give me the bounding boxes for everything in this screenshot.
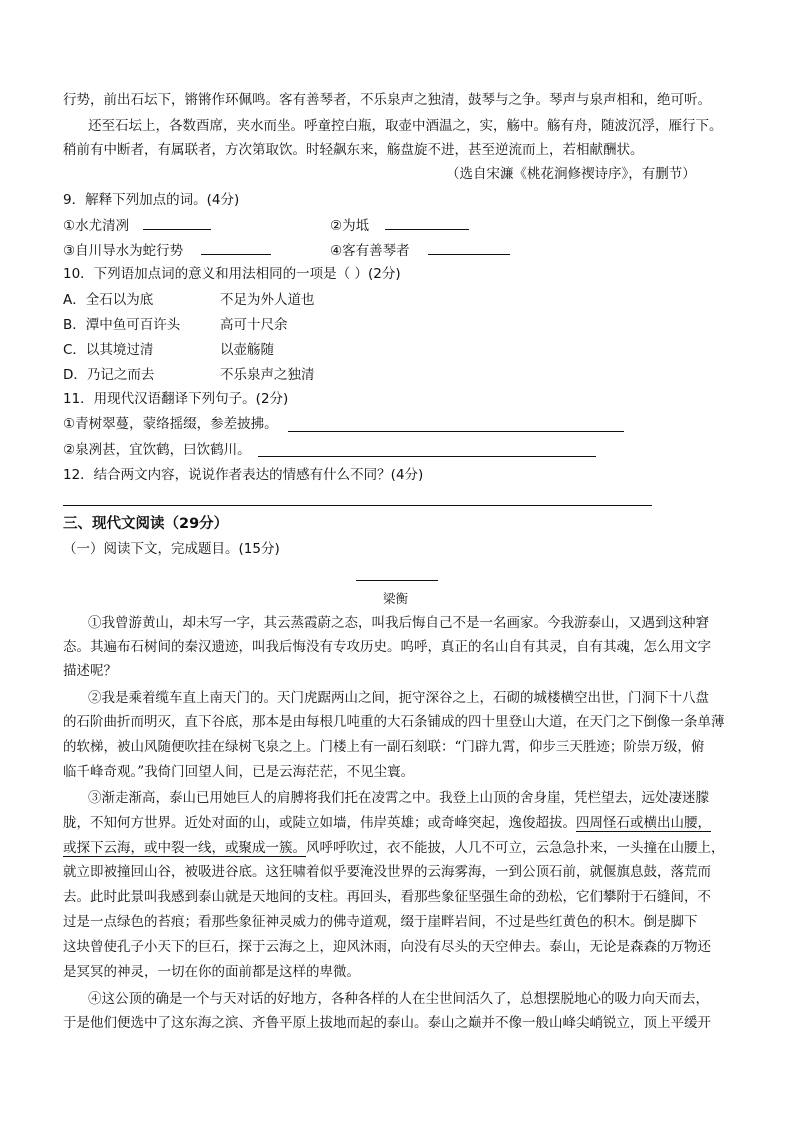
q9-item-3: ③自川导水为蛇行势 [63,240,271,261]
passage-p3-line: 是冥冥的神灵，一切在你的面前都是这样的卑微。 [63,964,360,980]
section-title: 三、现代文阅读（29分） [63,516,229,532]
q9-item-2: ②为坻 [330,215,469,236]
section-subtitle: （一）阅读下文，完成题目。(15分) [63,541,280,557]
q11-sentence-1: ①青树翠蔓，蒙络摇缀，参差披拂。 [63,416,278,432]
passage-p3-line: 或探下云海，或中裂一线，或聚成一簇。风呼呼吹过，衣不能披，人几不可立，云急急扑来，一头撞在山腰上， [63,840,725,856]
q12-stem: 12．结合两文内容，说说作者表达的情感有什么不同？(4分) [63,467,424,483]
passage-author: 梁衡 [383,591,409,606]
passage-p3-line: ③渐走渐高，泰山已用她巨人的肩膊将我们托在凌霄之中。我登上山顶的舍身崖，凭栏望去，远处凄迷朦 [88,790,709,806]
classical-source: （选自宋濂《桃花涧修禊诗序》，有删节） [446,166,696,182]
passage-p4-line: ④这公顶的确是一个与天对话的好地方，各种各样的人在尘世间活久了，总想摆脱地心的吸力向天而去， [88,991,709,1007]
passage-p3-line: 去。此时此景叫我感到泰山就是天地间的支柱。再回头，看那些象征坚强生命的劲松，它们攀附于石缝间，不 [63,889,711,905]
underlined-sentence: 四周怪石或横出山腰， [576,815,711,831]
classical-line-1: 行势，前出石坛下，锵锵作环佩鸣。客有善琴者，不乐泉声之独清，鼓琴与之争。琴声与泉声相和，绝可听。 [63,92,711,108]
classical-line-2: 还至石坛上，各数酉席，夹水而坐。呼童控白瓶，取壶中酒温之，实，觞中。觞有舟，随波沉浮，雁行下。 [88,118,723,134]
passage-p1-line: 描述呢？ [63,663,117,679]
passage-p2-line: 临千峰奇观。”我倚门回望人间，已是云海茫茫，不见尘寰。 [63,764,415,780]
q11-stem: 11．用现代汉语翻译下列句子。(2分) [63,391,289,407]
passage-p3-line: 胧，不知何方世界。近处对面的山，或陡立如墙，伟岸英雄；或奇峰突起，逸俊超拔。四周怪石或横出山腰， [63,815,711,831]
answer-line[interactable] [288,431,624,432]
answer-blank[interactable] [143,215,211,230]
q9-stem: 9．解释下列加点的词。(4分) [63,192,240,208]
title-blank-line[interactable] [356,580,438,581]
passage-p1-line: ①我曾游黄山，却未写一字，其云蒸霞蔚之态，叫我后悔自己不是一名画家。今我游泰山，又遇到这种窘 [88,615,709,631]
answer-line[interactable] [258,456,596,457]
answer-blank[interactable] [428,240,510,255]
q11-sentence-2: ②泉冽甚，宜饮鹤，曰饮鹤川。 [63,442,251,458]
passage-p4-line: 于是他们便选中了这东海之滨、齐鲁平原上拔地而起的泰山。泰山之巅并不像一般山峰尖峭锐立，顶上平缓开 [63,1015,711,1031]
q10-stem: 10．下列语加点词的意义和用法相同的一项是（ ）(2分) [63,266,401,282]
passage-p3-line: 就立即被撞回山谷，被吸进谷底。这狂啸着似乎要淹没世界的云海雾海，一到公顶石前，就偃旗息鼓，落荒而 [63,864,711,880]
passage-p2-line: ②我是乘着缆车直上南天门的。天门虎踞两山之间，扼守深谷之上，石砌的城楼横空出世，门洞下十八盘 [88,690,709,706]
passage-p3-line: 这块曾使孔子小天下的巨石，探于云海之上，迎风沐雨，向没有尽头的天空伸去。泰山，无论是森森的万物还 [63,939,711,955]
classical-line-3: 稍前有中断者，有属联者，方次第取饮。时轻飙东来，觞盘旋不进，甚至逆流而上，若相献酬状。 [63,142,644,158]
passage-p2-line: 的石阶曲折而明灭，直下谷底，那本是由每根几吨重的大石条铺成的四十里登山大道，在天门之下倒像一条单薄 [63,714,725,730]
answer-blank[interactable] [201,240,271,255]
q9-item-4: ④客有善琴者 [330,240,510,261]
exam-page: 行势，前出石坛下，锵锵作环佩鸣。客有善琴者，不乐泉声之独清，鼓琴与之争。琴声与泉声相和，绝可听。 还至石坛上，各数酉席，夹水而坐。呼童控白瓶，取壶中酒温之，实，觞中。觞有舟，随波沉浮，雁行下。 稍前有中断者，有属联者，方次第取饮。时轻飙东来，觞盘旋不进，甚至逆流而上，若相献酬状。 （选自宋濂《桃花涧修禊诗序》，有删节） 9．解释下列加点的词。(4分) ①水尤清冽 ②为坻 ③自川导水为蛇行势 ④客有善琴者 10．下列语加点词的意义和用法相同的一项是（ ）(2分) A．全石以为底 不足为外人道也 B．潭中鱼可百许头 高可十尺余 C．以其境过清 以壶觞随 D．乃记之而去 不乐泉声之独清 11．用现代汉语翻译下列句子。(2分) ①青树翠蔓，蒙络摇缀，参差披拂。 ②泉冽甚，宜饮鹤，曰饮鹤川。 12．结合两文内容，说说作者表达的情感有什么不同？(4分) 三、现代文阅读（29分） （一）阅读下文，完成题目。(15分) 梁衡 ①我曾游黄山，却未写一字，其云蒸霞蔚之态，叫我后悔自己不是一名画家。今我游泰山，又遇到这种窘 态。其遍布石树间的秦汉遗迹，叫我后悔没有专攻历史。呜呼，真正的名山自有其灵，自有其魂，怎么用文字 描述呢？ ②我是乘着缆车直上南天门的。天门虎踞两山之间，扼守深谷之上，石砌的城楼横空出世，门洞下十八盘 的石阶曲折而明灭，直下谷底，那本是由每根几吨重的大石条铺成的四十里登山大道，在天门之下倒像一条单薄 的软梯，被山风随便吹挂在绿树飞泉之上。门楼上有一副石刻联：“门辟九霄，仰步三天胜迹；阶崇万级，俯 临千峰奇观。”我倚门回望人间，已是云海茫茫，不见尘寰。 ③渐走渐高，泰山已用她巨人的肩膊将我们托在凌霄之中。我登上山顶的舍身崖，凭栏望去，远处凄迷朦 胧，不知何方世界。近处对面的山，或陡立如墙，伟岸英雄；或奇峰突起，逸俊超拔。四周怪石或横出山腰， 或探下云海，或中裂一线，或聚成一簇。风呼呼吹过，衣不能披，人几不可立，云急急扑来，一头撞在山腰上， 就立即被撞回山谷，被吸进谷底。这狂啸着似乎要淹没世界的云海雾海，一到公顶石前，就偃旗息鼓，落荒而 去。此时此景叫我感到泰山就是天地间的支柱。再回头，看那些象征坚强生命的劲松，它们攀附于石缝间，不 过是一点绿色的苔痕；看那些象征神灵威力的佛寺道观，缀于崖畔岩间，不过是些红黄色的积木。倒是脚下 这块曾使孔子小天下的巨石，探于云海之上，迎风沐雨，向没有尽头的天空伸去。泰山，无论是森森的万物还 是冥冥的神灵，一切在你的面前都是这样的卑微。 ④这公顶的确是一个与天对话的好地方，各种各样的人在尘世间活久了，总想摆脱地心的吸力向天而去， 于是他们便选中了这东海之滨、齐鲁平原上拔地而起的泰山。泰山之巅并不像一般山峰尖峭锐立，顶上平缓开 [63,92,725,1031]
q9-item-1: ①水尤清冽 [63,215,211,236]
passage-p3-line: 过是一点绿色的苔痕；看那些象征神灵威力的佛寺道观，缀于崖畔岩间，不过是些红黄色的积木。倒是脚下 [63,914,698,930]
answer-line[interactable] [63,505,652,506]
passage-p1-line: 态。其遍布石树间的秦汉遗迹，叫我后悔没有专攻历史。呜呼，真正的名山自有其灵，自有其魂，怎么用文字 [63,639,711,655]
passage-p2-line: 的软梯，被山风随便吹挂在绿树飞泉之上。门楼上有一副石刻联：“门辟九霄，仰步三天胜迹；阶崇万级，俯 [63,739,705,755]
answer-blank[interactable] [385,215,469,230]
underlined-sentence: 或探下云海，或中裂一线，或聚成一簇。 [63,840,306,856]
